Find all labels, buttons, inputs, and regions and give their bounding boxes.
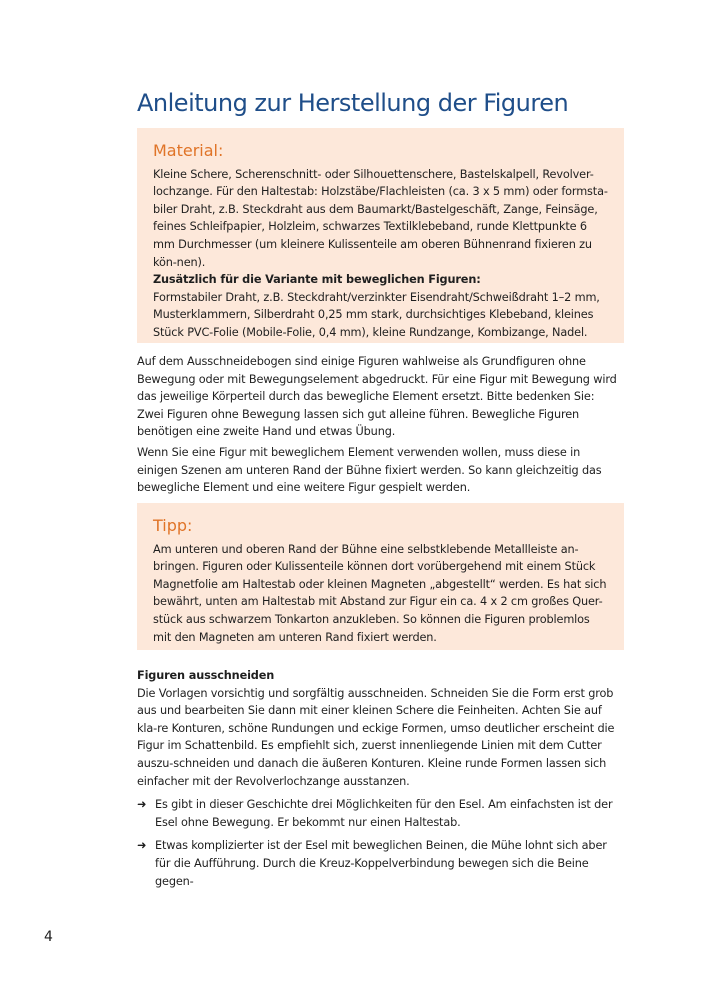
page-number: 4 (44, 929, 53, 945)
list-item (137, 837, 624, 890)
cutting-text (137, 667, 624, 790)
cutting-section (137, 667, 624, 890)
material-list: Kleine Schere, Scherenschnitt- oder Silhouettenschere, Bastelskalpell, Revolver-lochzange. Für den Haltestab: Holzstäbe/Flachleisten (ca. 3 x 5 mm) oder formsta-biler Draht, z.B. Steckdraht aus dem Baumarkt/Bastelgeschäft, Zange, Feinsäge, feines Schleifpapier, Holzleim, schwarzes Textilklebeband, runde Klettpunkte 6 mm Durchmesser (um kleinere Kulissenteile am oberen Bühnenrand fixieren zu kön-nen). (153, 167, 608, 269)
paragraph-text: Auf dem Ausschneidebogen sind einige Figuren wahlweise als Grundfiguren ohne Bewegung oder mit Bewegungselement abgedruckt. Für eine Figur mit Bewegung wird das jeweilige Körperteil durch das bewegliche Element ersetzt. Bitte bedenken Sie: Zwei Figuren ohne Bewegung lassen sich gut alleine führen. Bewegliche Figuren benötigen eine zweite Hand und etwas Übung. (137, 355, 617, 439)
intro-paragraph (137, 353, 624, 441)
paragraph-text: Wenn Sie eine Figur mit beweglichem Element verwenden wollen, muss diese in einigen Szenen am unteren Rand der Bühne fixiert werden. So kann gleichzeitig das bewegliche Element und eine weitere Figur gespielt werden. (137, 446, 602, 495)
material-box (137, 128, 624, 343)
material-text (153, 166, 610, 342)
material-heading: Material: (153, 141, 224, 160)
tipp-heading: Tipp: (153, 516, 193, 535)
material-variant-text: Formstabiler Draht, z.B. Steckdraht/verzinkter Eisendraht/Schweißdraht 1–2 mm, Musterklammern, Silberdraht 0,25 mm stark, durchsichtiges Klebeband, kleines Stück PVC-Folie (Mobile-Folie, 0,4 mm), kleine Rundzange, Kombizange, Nadel. (153, 290, 600, 339)
list-item (137, 796, 624, 831)
page-title: Anleitung zur Herstellung der Figuren (137, 89, 569, 117)
section-heading: Figuren ausschneiden (137, 669, 275, 682)
tipp-box (137, 503, 624, 650)
list-item-text: Es gibt in dieser Geschichte drei Möglichkeiten für den Esel. Am einfachsten ist der Esel ohne Bewegung. Er bekommt nur einen Haltestab. (155, 798, 613, 829)
arrow-right-icon: ➜ (137, 839, 147, 853)
tipp-text: Am unteren und oberen Rand der Bühne eine selbstklebende Metallleiste an-bringen. Figuren oder Kulissenteile können dort vorübergehend mit einem Stück Magnetfolie am Haltestab oder kleinen Magneten „abgestellt“ werden. Es hat sich bewährt, unten am Haltestab mit Abstand zur Figur ein ca. 4 x 2 cm großes Quer-stück aus schwarzem Tonkarton anzukleben. So können die Figuren problemlos mit den Magneten am unteren Rand fixiert werden. (153, 542, 607, 644)
section-body: Die Vorlagen vorsichtig und sorgfältig ausschneiden. Schneiden Sie die Form erst grob aus und bearbeiten Sie dann mit einer kleinen Schere die Feinheiten. Achten Sie auf kla-re Konturen, schöne Rundungen und eckige Formen, umso deutlicher erscheint die Figur im Schattenbild. Es empfiehlt sich, zuerst innenliegende Linien mit dem Cutter auszu-schneiden und danach die äußeren Konturen. Kleine runde Formen lassen sich einfacher mit der Revolverlochzange ausstanzen. (137, 686, 615, 788)
fixing-paragraph (137, 444, 624, 497)
list-item-text: Etwas komplizierter ist der Esel mit beweglichen Beinen, die Mühe lohnt sich aber für die Aufführung. Durch die Kreuz-Koppelverbindung bewegen sich die Beine gegen- (155, 839, 607, 888)
arrow-right-icon: ➜ (137, 798, 147, 812)
material-variant-heading: Zusätzlich für die Variante mit beweglichen Figuren: (153, 273, 481, 287)
